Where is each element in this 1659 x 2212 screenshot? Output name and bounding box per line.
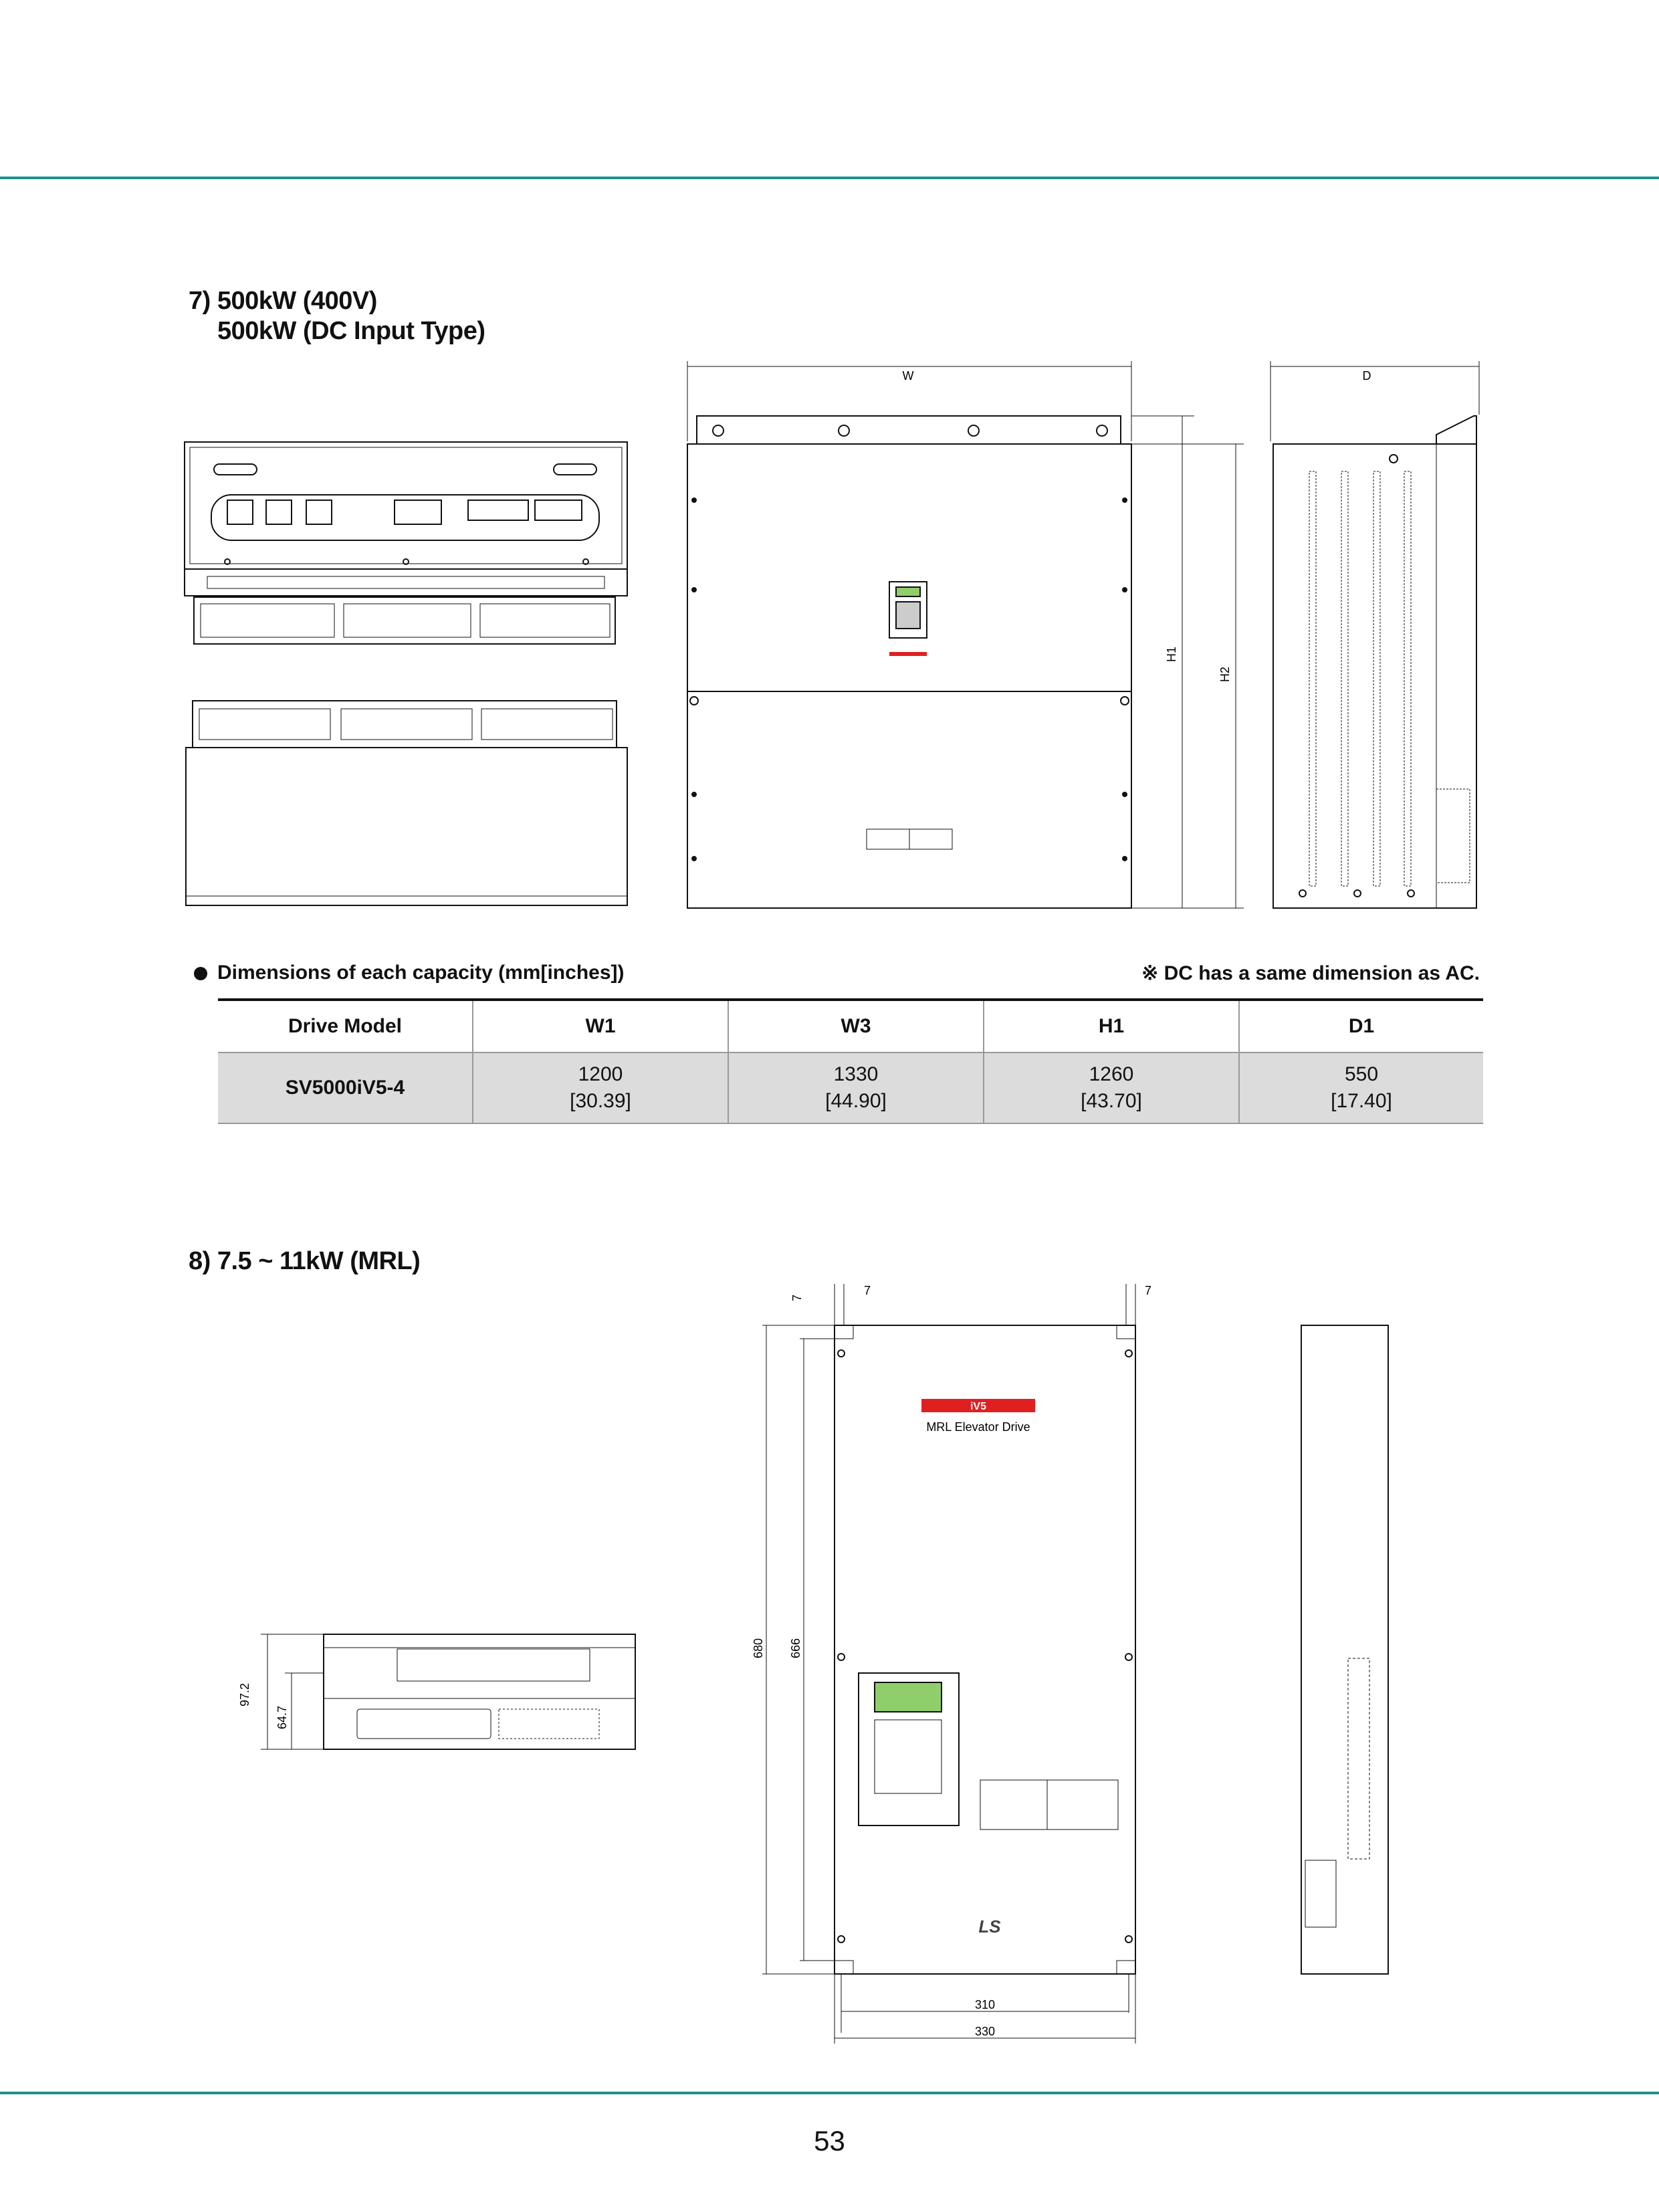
- top-rule: [0, 177, 1659, 179]
- dim-width-outer: 330: [974, 2025, 996, 2038]
- dim-top-gap-left: 7: [864, 1284, 871, 1297]
- dim-left-offset: 7: [790, 1294, 804, 1301]
- cell-inch: [43.70]: [1081, 1090, 1142, 1112]
- table-cell-model: SV5000iV5-4: [218, 1053, 473, 1123]
- bottom-view-drawing: [186, 701, 627, 905]
- dc-note: ※ DC has a same dimension as AC.: [1141, 962, 1480, 984]
- dim-height-inner: 666: [789, 1638, 802, 1658]
- table-cell: [728, 1053, 984, 1123]
- h2-label: H2: [1218, 666, 1232, 682]
- mrl-bottom-view-drawing: [261, 1634, 635, 1749]
- bullet-icon: [194, 967, 207, 980]
- dimensions-table: [218, 998, 1483, 1124]
- dim-width-inner: 310: [974, 1998, 996, 2011]
- h1-label: H1: [1165, 646, 1178, 662]
- section8-title: 8) 7.5 ~ 11kW (MRL): [189, 1247, 421, 1275]
- dim-height-outer: 680: [752, 1638, 765, 1658]
- cell-mm: 1260: [1089, 1063, 1134, 1085]
- table-cell: [1239, 1053, 1483, 1123]
- side-view-drawing: [1270, 361, 1479, 908]
- bottom-rule: [0, 2092, 1659, 2094]
- cell-mm: 550: [1344, 1063, 1379, 1085]
- cell-inch: [30.39]: [570, 1090, 631, 1112]
- table-header: D1: [1239, 1000, 1483, 1053]
- mrl-side-view-drawing: [1301, 1325, 1388, 1974]
- table-header: W3: [728, 1000, 984, 1053]
- top-view-drawing: [185, 442, 627, 644]
- cell-mm: 1200: [578, 1063, 623, 1085]
- dim-top-gap-right: 7: [1145, 1284, 1152, 1297]
- table-cell: [473, 1053, 728, 1123]
- product-label: MRL Elevator Drive: [926, 1420, 1030, 1434]
- cell-inch: [44.90]: [825, 1090, 887, 1112]
- brand-label: iV5: [970, 1401, 987, 1412]
- front-view-drawing: [687, 361, 1244, 908]
- cell-inch: [17.40]: [1331, 1090, 1392, 1112]
- dim-side-h-inner: 64.7: [275, 1705, 289, 1729]
- page-number: 53: [814, 2125, 845, 2156]
- table-row: [218, 1053, 1483, 1123]
- w-label: W: [902, 369, 914, 382]
- section7-title-line1: 7) 500kW (400V): [189, 287, 377, 315]
- dimensions-subheading: Dimensions of each capacity (mm[inches]): [217, 962, 625, 984]
- dim-side-h-outer: 97.2: [238, 1682, 251, 1706]
- d-label: D: [1362, 369, 1371, 382]
- table-header-row: [218, 1000, 1483, 1053]
- mrl-front-view-drawing: [762, 1284, 1135, 2043]
- table-header: Drive Model: [218, 1000, 473, 1053]
- section8-drawings: [0, 1270, 1659, 2073]
- section7-drawings: [0, 348, 1659, 923]
- table-header: H1: [984, 1000, 1239, 1053]
- table-cell: [984, 1053, 1239, 1123]
- table-header: W1: [473, 1000, 728, 1053]
- ls-logo: LS: [978, 1916, 1001, 1937]
- section7-title-line2: 500kW (DC Input Type): [217, 317, 485, 345]
- cell-mm: 1330: [833, 1063, 879, 1085]
